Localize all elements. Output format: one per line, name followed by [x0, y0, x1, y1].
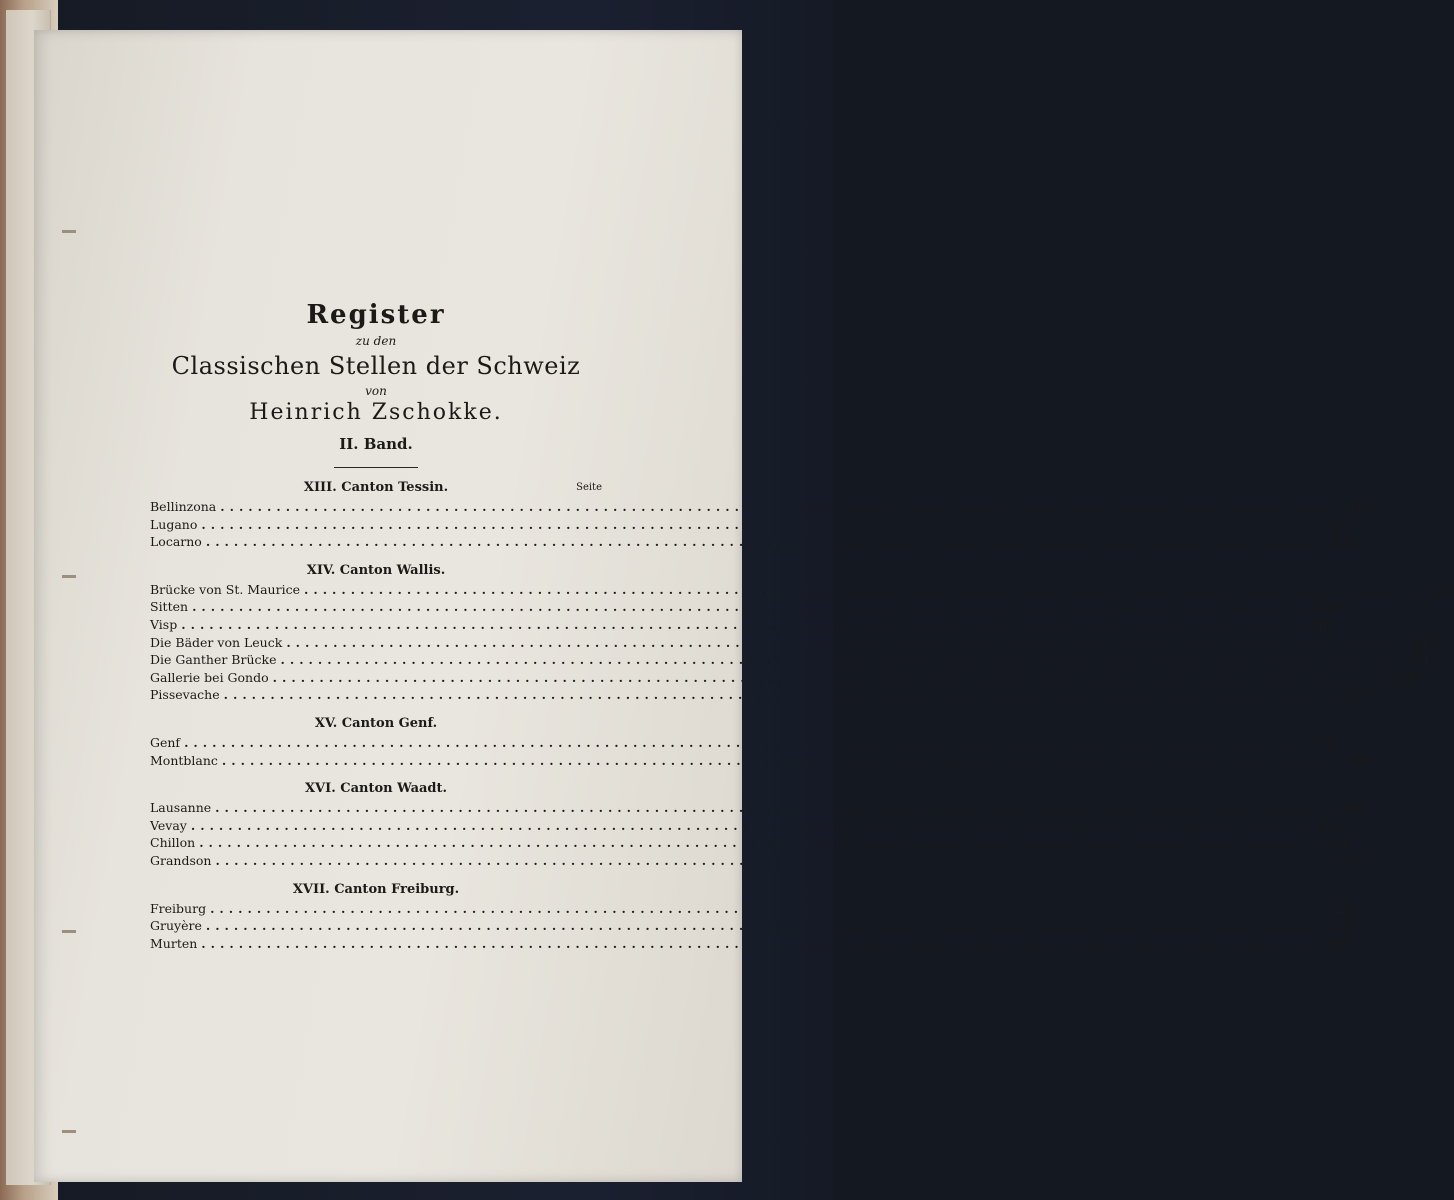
register-entry [150, 799, 1366, 817]
register-entry [150, 817, 1341, 835]
dot-leader: ........................................................................................................................ [181, 616, 1304, 632]
entry-place: Chillon [150, 835, 196, 851]
dot-leader: ........................................................................................................................ [201, 516, 1324, 532]
title-connector: zu den [355, 334, 397, 348]
entry-page-number: 274 [1325, 835, 1350, 851]
register-entry [150, 834, 1350, 852]
entry-page-number: 240 [1318, 599, 1343, 615]
section-heading-text: XVI. Canton Waadt. [304, 781, 448, 797]
register-entry [150, 533, 1356, 551]
entry-place: Die Bäder von Leuck [150, 634, 283, 650]
register-entry [150, 516, 1352, 534]
entry-page-number: 246 [1307, 616, 1332, 632]
register-entry [150, 669, 1423, 687]
section-heading [150, 480, 602, 498]
register-entry [150, 935, 1352, 953]
dot-leader: ........................................................................................................................ [280, 652, 1403, 668]
dot-leader: ........................................................................................................................ [190, 817, 1314, 833]
register-entry [150, 498, 1371, 516]
entry-page-number: 234 [1430, 581, 1454, 597]
entry-page-number: 254 [1310, 734, 1335, 750]
binding-stitch [62, 930, 76, 933]
register-entry [150, 917, 1356, 935]
dot-leader: ........................................................................................................................ [220, 499, 1343, 514]
section-heading-text: XVII. Canton Freiburg. [292, 881, 460, 897]
register-sections [150, 480, 1454, 952]
register-entry [150, 581, 1454, 599]
entry-place: Gruyère [150, 918, 202, 934]
register-content [150, 300, 1454, 952]
register-entry [150, 634, 1437, 652]
register-entry [150, 686, 1374, 704]
entry-place: Visp [150, 616, 178, 632]
entry-page-number: 217 [1346, 499, 1371, 514]
dot-leader: ........................................................................................................................ [205, 918, 1329, 934]
entry-page-number: 251 [1406, 652, 1431, 668]
section-heading [150, 716, 602, 734]
section-heading [150, 781, 602, 799]
dot-leader: ........................................................................................................................ [221, 752, 1345, 768]
dot-leader: ........................................................................................................................ [205, 534, 1329, 550]
entry-page-number: 297 [1327, 935, 1352, 951]
entry-page-number: 281 [1336, 900, 1361, 916]
binding-stitch [62, 575, 76, 578]
dot-leader: ........................................................................................................................ [210, 900, 1333, 916]
author-name: Heinrich Zschokke. [249, 400, 503, 425]
entry-place: Grandson [150, 852, 212, 868]
entry-place: Bellinzona [150, 499, 217, 514]
entry-place: Genf [150, 734, 181, 750]
entry-page-number: 225 [1327, 516, 1352, 532]
entry-page-number: 292 [1332, 918, 1356, 934]
entry-page-number: 230 [1332, 534, 1356, 550]
entry-place: Murten [150, 935, 198, 951]
section-heading-text: XIV. Canton Wallis. [306, 562, 446, 578]
entry-place: Lausanne [150, 800, 212, 816]
dot-leader: ........................................................................................................................ [303, 581, 1427, 597]
book-subtitle: Classischen Stellen der Schweiz [171, 352, 581, 380]
entry-page-number: 263 [1348, 752, 1372, 768]
entry-page-number: 252 [1398, 669, 1423, 685]
dot-leader: ........................................................................................................................ [201, 935, 1324, 951]
entry-place: Freiburg [150, 900, 207, 916]
entry-place: Die Ganther Brücke [150, 652, 277, 668]
register-entry [150, 734, 1335, 752]
binding-stitch [62, 1130, 76, 1133]
dot-leader: ........................................................................................................................ [215, 852, 1338, 868]
dot-leader: ........................................................................................................................ [286, 634, 1409, 650]
section-heading [150, 882, 602, 900]
dot-leader: ........................................................................................................................ [223, 687, 1346, 703]
entry-place: Vevay [150, 817, 187, 833]
dot-leader: ........................................................................................................................ [184, 734, 1307, 750]
section-heading [150, 563, 602, 581]
volume-label: II. Band. [339, 435, 413, 453]
binding-stitch [62, 230, 76, 233]
dot-leader: ........................................................................................................................ [199, 835, 1322, 851]
entry-place: Brücke von St. Maurice [150, 581, 300, 597]
dot-leader: ........................................................................................................................ [192, 599, 1315, 615]
register-entry [150, 752, 1372, 770]
entry-place: Montblanc [150, 752, 218, 768]
author-connector: von [365, 384, 387, 398]
entry-page-number: 266 [1341, 800, 1366, 816]
section-heading-text: XIII. Canton Tessin. [303, 480, 449, 495]
dot-leader: ........................................................................................................................ [272, 669, 1395, 685]
entry-page-number: 272 [1317, 817, 1341, 833]
page-title: Register [306, 300, 446, 330]
register-entry [150, 900, 1361, 918]
entry-place: Lugano [150, 516, 198, 532]
divider-rule [334, 467, 418, 468]
entry-page-number: 247 [1412, 634, 1437, 650]
entry-place: Locarno [150, 534, 202, 550]
register-entry [150, 651, 1431, 669]
entry-page-number: 277 [1341, 852, 1366, 868]
entry-place: Sitten [150, 599, 189, 615]
register-entry [150, 616, 1332, 634]
entry-page-number: 252 [1349, 687, 1374, 703]
entry-place: Pissevache [150, 687, 220, 703]
dot-leader: ........................................................................................................................ [215, 800, 1338, 816]
register-entry [150, 852, 1366, 870]
page-column-label: Seite [576, 482, 602, 493]
section-heading-text: XV. Canton Genf. [314, 715, 438, 731]
register-entry [150, 598, 1343, 616]
entry-place: Gallerie bei Gondo [150, 669, 269, 685]
